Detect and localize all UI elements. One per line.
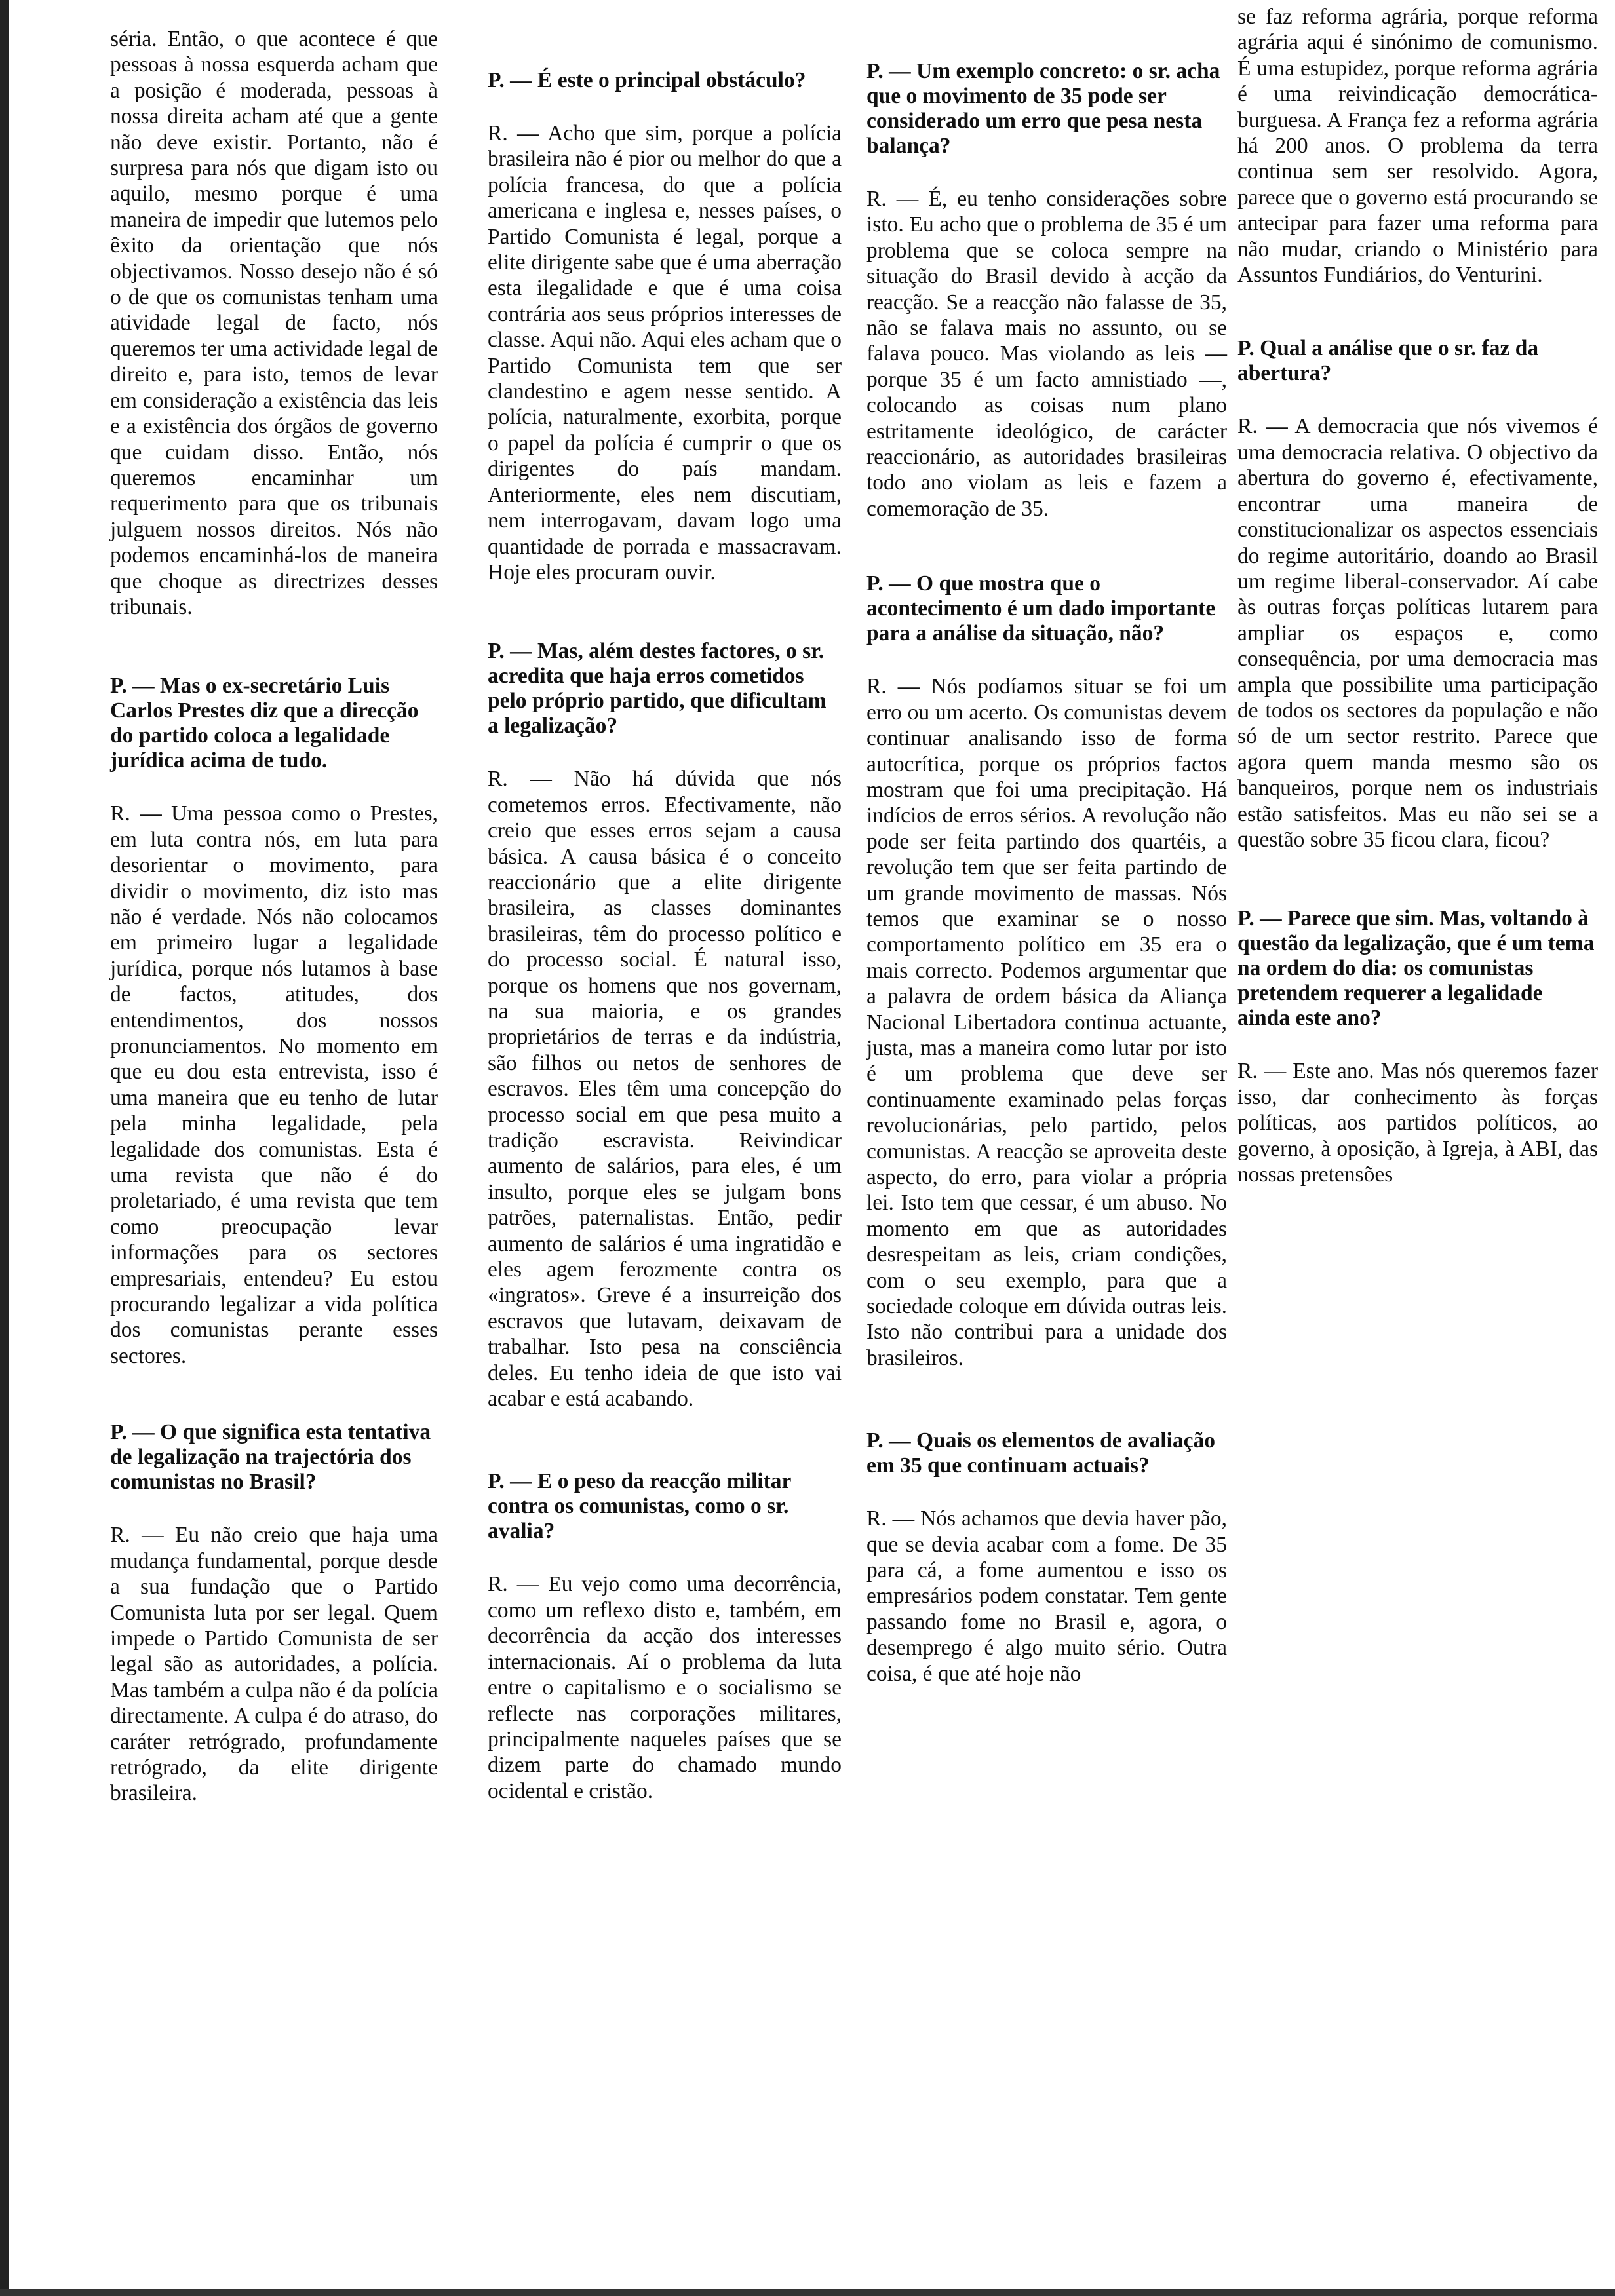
answer-paragraph: R. — A democracia que nós vivemos é uma democracia relativa. O objectivo da abertura do governo é, efectivamente, encontrar uma maneira de constitucionalizar os aspectos essenciais do regime autoritário, doando ao Brasil um regime liberal-conservador. Aí cabe às outras forças políticas lutarem para ampliar os espaços e, como consequência, por uma democracia mas ampla que possibilite uma participação de todos os sectores da população e não só de um sector restrito. Parece que agora quem manda mesmo são os banqueiros, porque nem os industriais estão satisfeitos. Mas eu não sei se a questão sobre 35 ficou clara, ficou? [1237,414,1598,852]
answer-paragraph: R. — Este ano. Mas nós queremos fazer isso, dar conhecimento às forças políticas, aos partidos políticos, ao governo, à oposição, à Igreja, à ABI, das nossas pretensões [1237,1059,1598,1187]
question-heading: P. — Mas o ex-secretário Luis Carlos Prestes diz que a direcção do partido coloca a legalidade jurídica acima de tudo. [110,674,419,773]
question-heading: P. — O que mostra que o acontecimento é um dado importante para a análise da situação, não? [866,571,1216,646]
scan-edge-bottom [0,2289,1615,2296]
answer-paragraph: R. — Eu não creio que haja uma mudança fundamental, porque desde a sua fundação que o Partido Comunista luta por ser legal. Quem impede o Partido Comunista de ser legal são as autoridades, a polícia. Mas também a culpa não é da polícia directamente. A culpa é do atraso, do caráter retrógrado, profundamente retrógrado, da elite dirigente brasileira. [110,1523,438,1806]
scan-edge-left [0,0,9,2296]
question-heading: P. — É este o principal obstáculo? [488,68,806,92]
question-heading: P. — E o peso da reacção militar contra os comunistas, como o sr. avalia? [488,1469,791,1544]
answer-paragraph: R. — Uma pessoa como o Prestes, em luta contra nós, em luta para desorientar o movimento, para dividir o movimento, diz isto mas não é verdade. Nós não colocamos em primeiro lugar a legalidade jurídica, porque nós lutamos à base de factos, atitudes, dos entendimentos, dos nossos pronunciamentos. No momento em que eu dou esta entrevista, isso é uma maneira que eu tenho de lutar pela minha legalidade, pela legalidade dos comunistas. Esta é uma revista que não é do proletariado, é uma revista que tem como preocupação levar informações para os sectores empresariais, entendeu? Eu estou procurando legalizar a vida política dos comunistas perante esses sectores. [110,801,438,1368]
question-heading: P. — Mas, além destes factores, o sr. acredita que haja erros cometidos pelo próprio partido, que dificultam a legalização? [488,639,827,738]
text-column-3 [866,26,1227,1687]
answer-paragraph: R. — Nós podíamos situar se foi um erro ou um acerto. Os comunistas devem continuar analisando isso de forma autocrítica, porque os próprios factos mostram que foi uma precipitação. Há indícios de erros sérios. A revolução não pode ser feita partindo dos quartéis, a revolução tem que ser feita partindo de um grande movimento de massas. Nós temos que examinar se o nosso comportamento político em 35 era o mais correcto. Podemos argumentar que a palavra de ordem básica da Aliança Nacional Libertadora continua actuante, justa, mas a maneira como lutar por isto é um problema que deve ser continuamente examinado pelas forças revolucionárias, pelo partido, pelos comunistas. A reacção se aproveita deste aspecto, do erro, para violar a própria lei. Isto tem que cessar, é um abuso. No momento em que as autoridades desrespeitam as leis, criam condições, com o seu exemplo, para que a sociedade coloque em dúvida outras leis. Isto não contribui para a unidade dos brasileiros. [866,674,1227,1370]
question-heading: P. Qual a análise que o sr. faz da abertura? [1237,336,1539,386]
text-column-2 [488,26,842,1804]
answer-paragraph: R. — Não há dúvida que nós cometemos erros. Efectivamente, não creio que esses erros sejam a causa básica. A causa básica é o conceito reaccionário que a elite dirigente brasileira, as classes dominantes brasileiras, têm do processo político e do processo social. É natural isso, porque os homens que nos governam, na sua maioria, e os grandes proprietários de terras e da indústria, são filhos ou netos de senhores de escravos. Eles têm uma concepção do processo social em que pesa muito a tradição escravista. Reivindicar aumento de salários, para eles, é um insulto, porque eles se julgam bons patrões, paternalistas. Então, pedir aumento de salários é uma ingratidão e eles agem ferozmente contra os «ingratos». Greve é a insurreição dos escravos que lutavam, deixavam de trabalhar. Isto pesa na consciência deles. Eu tenho ideia de que isto vai acabar e está acabando. [488,767,842,1411]
question-heading: P. — Um exemplo concreto: o sr. acha que o movimento de 35 pode ser considerado um erro que pesa nesta balança? [866,59,1220,158]
question-heading: P. — O que significa esta tentativa de legalização na trajectória dos comunistas no Brasil? [110,1420,431,1495]
answer-paragraph: se faz reforma agrária, porque reforma agrária aqui é sinónimo de comunismo. É uma estupidez, porque reforma agrária é uma reivindicação democrática-burguesa. A França fez a reforma agrária há 200 anos. O problema da terra continua sem ser resolvido. Agora, parece que o governo está procurando se antecipar para fazer uma reforma para não mudar, criando o Ministério para Assuntos Fundiários, do Venturini. [1237,5,1598,288]
text-column-1 [110,26,438,1807]
answer-paragraph: R. — Nós achamos que devia haver pão, que se devia acabar com a fome. De 35 para cá, a fome aumentou e isso os empresários podem constatar. Tem gente passando fome no Brasil e, agora, o desemprego é algo muito sério. Outra coisa, é que até hoje não [866,1506,1227,1686]
question-heading: P. — Parece que sim. Mas, voltando à questão da legalização, que é um tema na ordem do dia: os comunistas pretendem requerer a legalidade ainda este ano? [1237,906,1595,1031]
text-column-4 [1237,4,1598,1187]
answer-paragraph: R. — Eu vejo como uma decorrência, como um reflexo disto e, também, em decorrência da acção dos interesses internacionais. Aí o problema da luta entre o capitalismo e o socialismo se reflecte nas corporações militares, principalmente naqueles países que se dizem parte do chamado mundo ocidental e cristão. [488,1572,842,1803]
answer-paragraph: séria. Então, o que acontece é que pessoas à nossa esquerda acham que a posição é moderada, pessoas à nossa direita acham até que a gente não deve existir. Portanto, não é surpresa para nós que digam isto ou aquilo, mesmo porque é uma maneira de impedir que lutemos pelo êxito da orientação que nós objectivamos. Nosso desejo não é só o de que os comunistas tenham uma atividade legal de facto, nós queremos ter uma actividade legal de direito e, para isto, temos de levar em consideração a existência das leis e a existência dos órgãos de governo que cuidam disso. Então, nós queremos encaminhar um requerimento para que os tribunais julguem nossos direitos. Nós não podemos encaminhá-los de maneira que choque as directrizes desses tribunais. [110,27,438,619]
question-heading: P. — Quais os elementos de avaliação em 35 que continuam actuais? [866,1428,1215,1478]
answer-paragraph: R. — Acho que sim, porque a polícia brasileira não é pior ou melhor do que a polícia francesa, do que a polícia americana e inglesa e, nesses países, o Partido Comunista é legal, porque a elite dirigente sabe que é uma aberração esta ilegalidade e que é uma coisa contrária aos seus próprios interesses de classe. Aqui não. Aqui eles acham que o Partido Comunista tem que ser clandestino e agem nesse sentido. A polícia, naturalmente, exorbita, porque o papel da polícia é cumprir o que os dirigentes do país mandam. Anteriormente, eles nem discutiam, nem interrogavam, davam logo uma quantidade de porrada e massacravam. Hoje eles procuram ouvir. [488,121,842,584]
answer-paragraph: R. — É, eu tenho considerações sobre isto. Eu acho que o problema de 35 é um problema que se coloca sempre na situação do Brasil devido à acção da reacção. Se a reacção não falasse de 35, não se falava mais no assunto, ou se falava pouco. Mas violando as leis — porque 35 é um facto amnistiado —, colocando as coisas num plano estritamente ideológico, de carácter reaccionário, as autoridades brasileiras todo ano violam as leis e fazem a comemoração de 35. [866,187,1227,521]
